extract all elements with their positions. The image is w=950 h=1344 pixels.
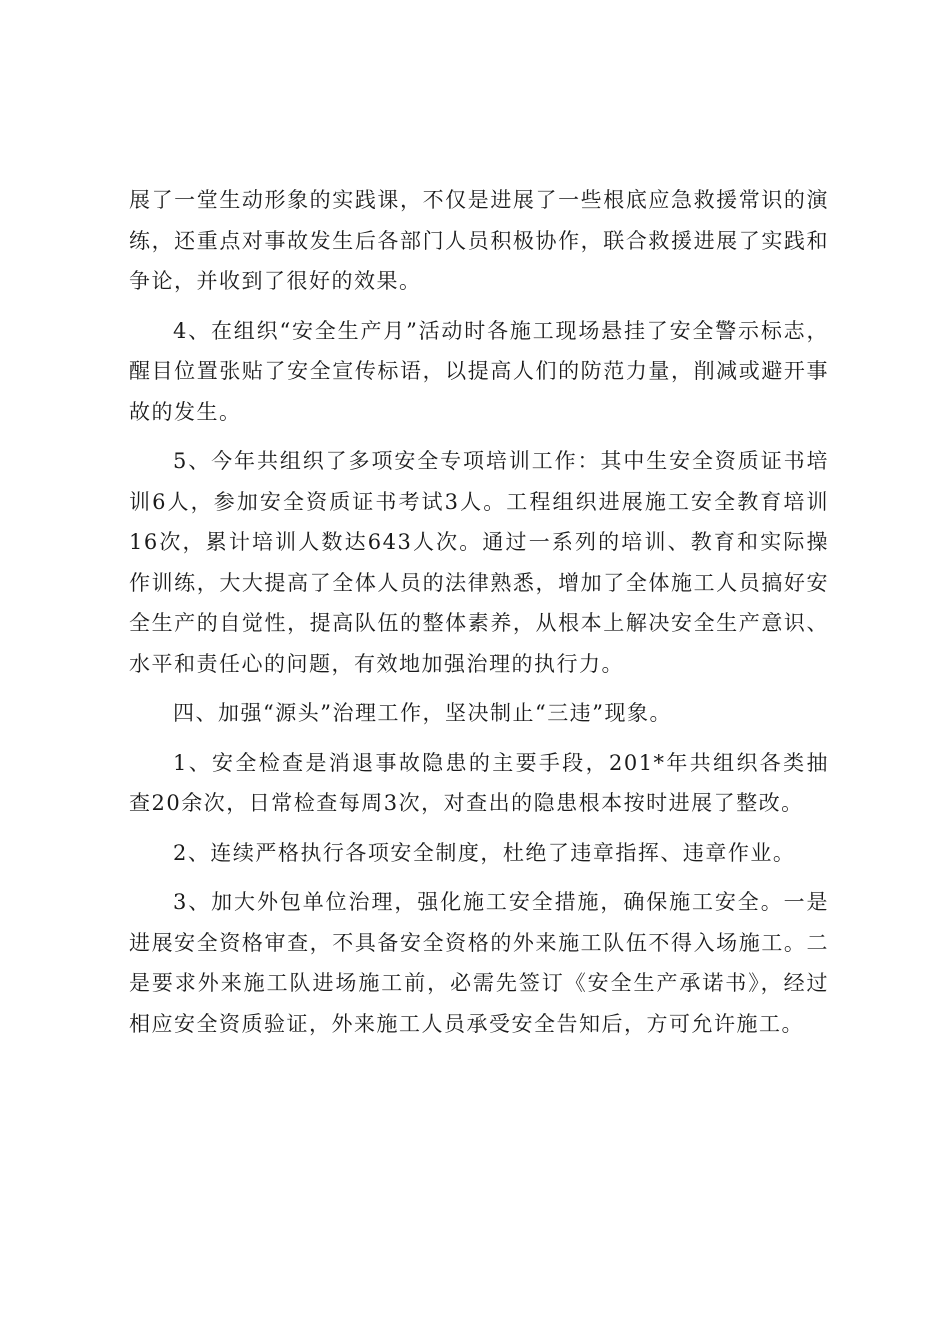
document-body: [129, 180, 829, 1053]
paragraph-item-1: 1、安全检查是消退事故隐患的主要手段，201*年共组织各类抽查20余次，日常检查每周3次，对查出的隐患根本按时进展了整改。: [129, 750, 829, 815]
paragraph-continuation: 展了一堂生动形象的实践课，不仅是进展了一些根底应急救援常识的演练，还重点对事故发生后各部门人员积极协作，联合救援进展了实践和争论，并收到了很好的效果。: [129, 188, 829, 293]
paragraph-item-3: 3、加大外包单位治理，强化施工安全措施，确保施工安全。一是进展安全资格审查，不具备安全资格的外来施工队伍不得入场施工。二是要求外来施工队进场施工前，必需先签订《安全生产承诺书》，经过相应安全资质验证，外来施工人员承受安全告知后，方可允许施工。: [129, 890, 829, 1036]
section-heading-4: 四、加强“源头”治理工作，坚决制止“三违”现象。: [173, 701, 672, 725]
paragraph-item-5: 5、今年共组织了多项安全专项培训工作：其中生安全资质证书培训6人，参加安全资质证书考试3人。工程组织进展施工安全教育培训16次，累计培训人数达643人次。通过一系列的培训、教育和实际操作训练，大大提高了全体人员的法律熟悉，增加了全体施工人员搞好安全生产的自觉性，提高队伍的整体素养，从根本上解决安全生产意识、水平和责任心的问题，有效地加强治理的执行力。: [129, 449, 829, 676]
paragraph-item-2: 2、连续严格执行各项安全制度，杜绝了违章指挥、违章作业。: [173, 840, 796, 865]
paragraph-item-4: 4、在组织“安全生产月”活动时各施工现场悬挂了安全警示标志，醒目位置张贴了安全宣传标语，以提高人们的防范力量，削减或避开事故的发生。: [129, 318, 829, 424]
